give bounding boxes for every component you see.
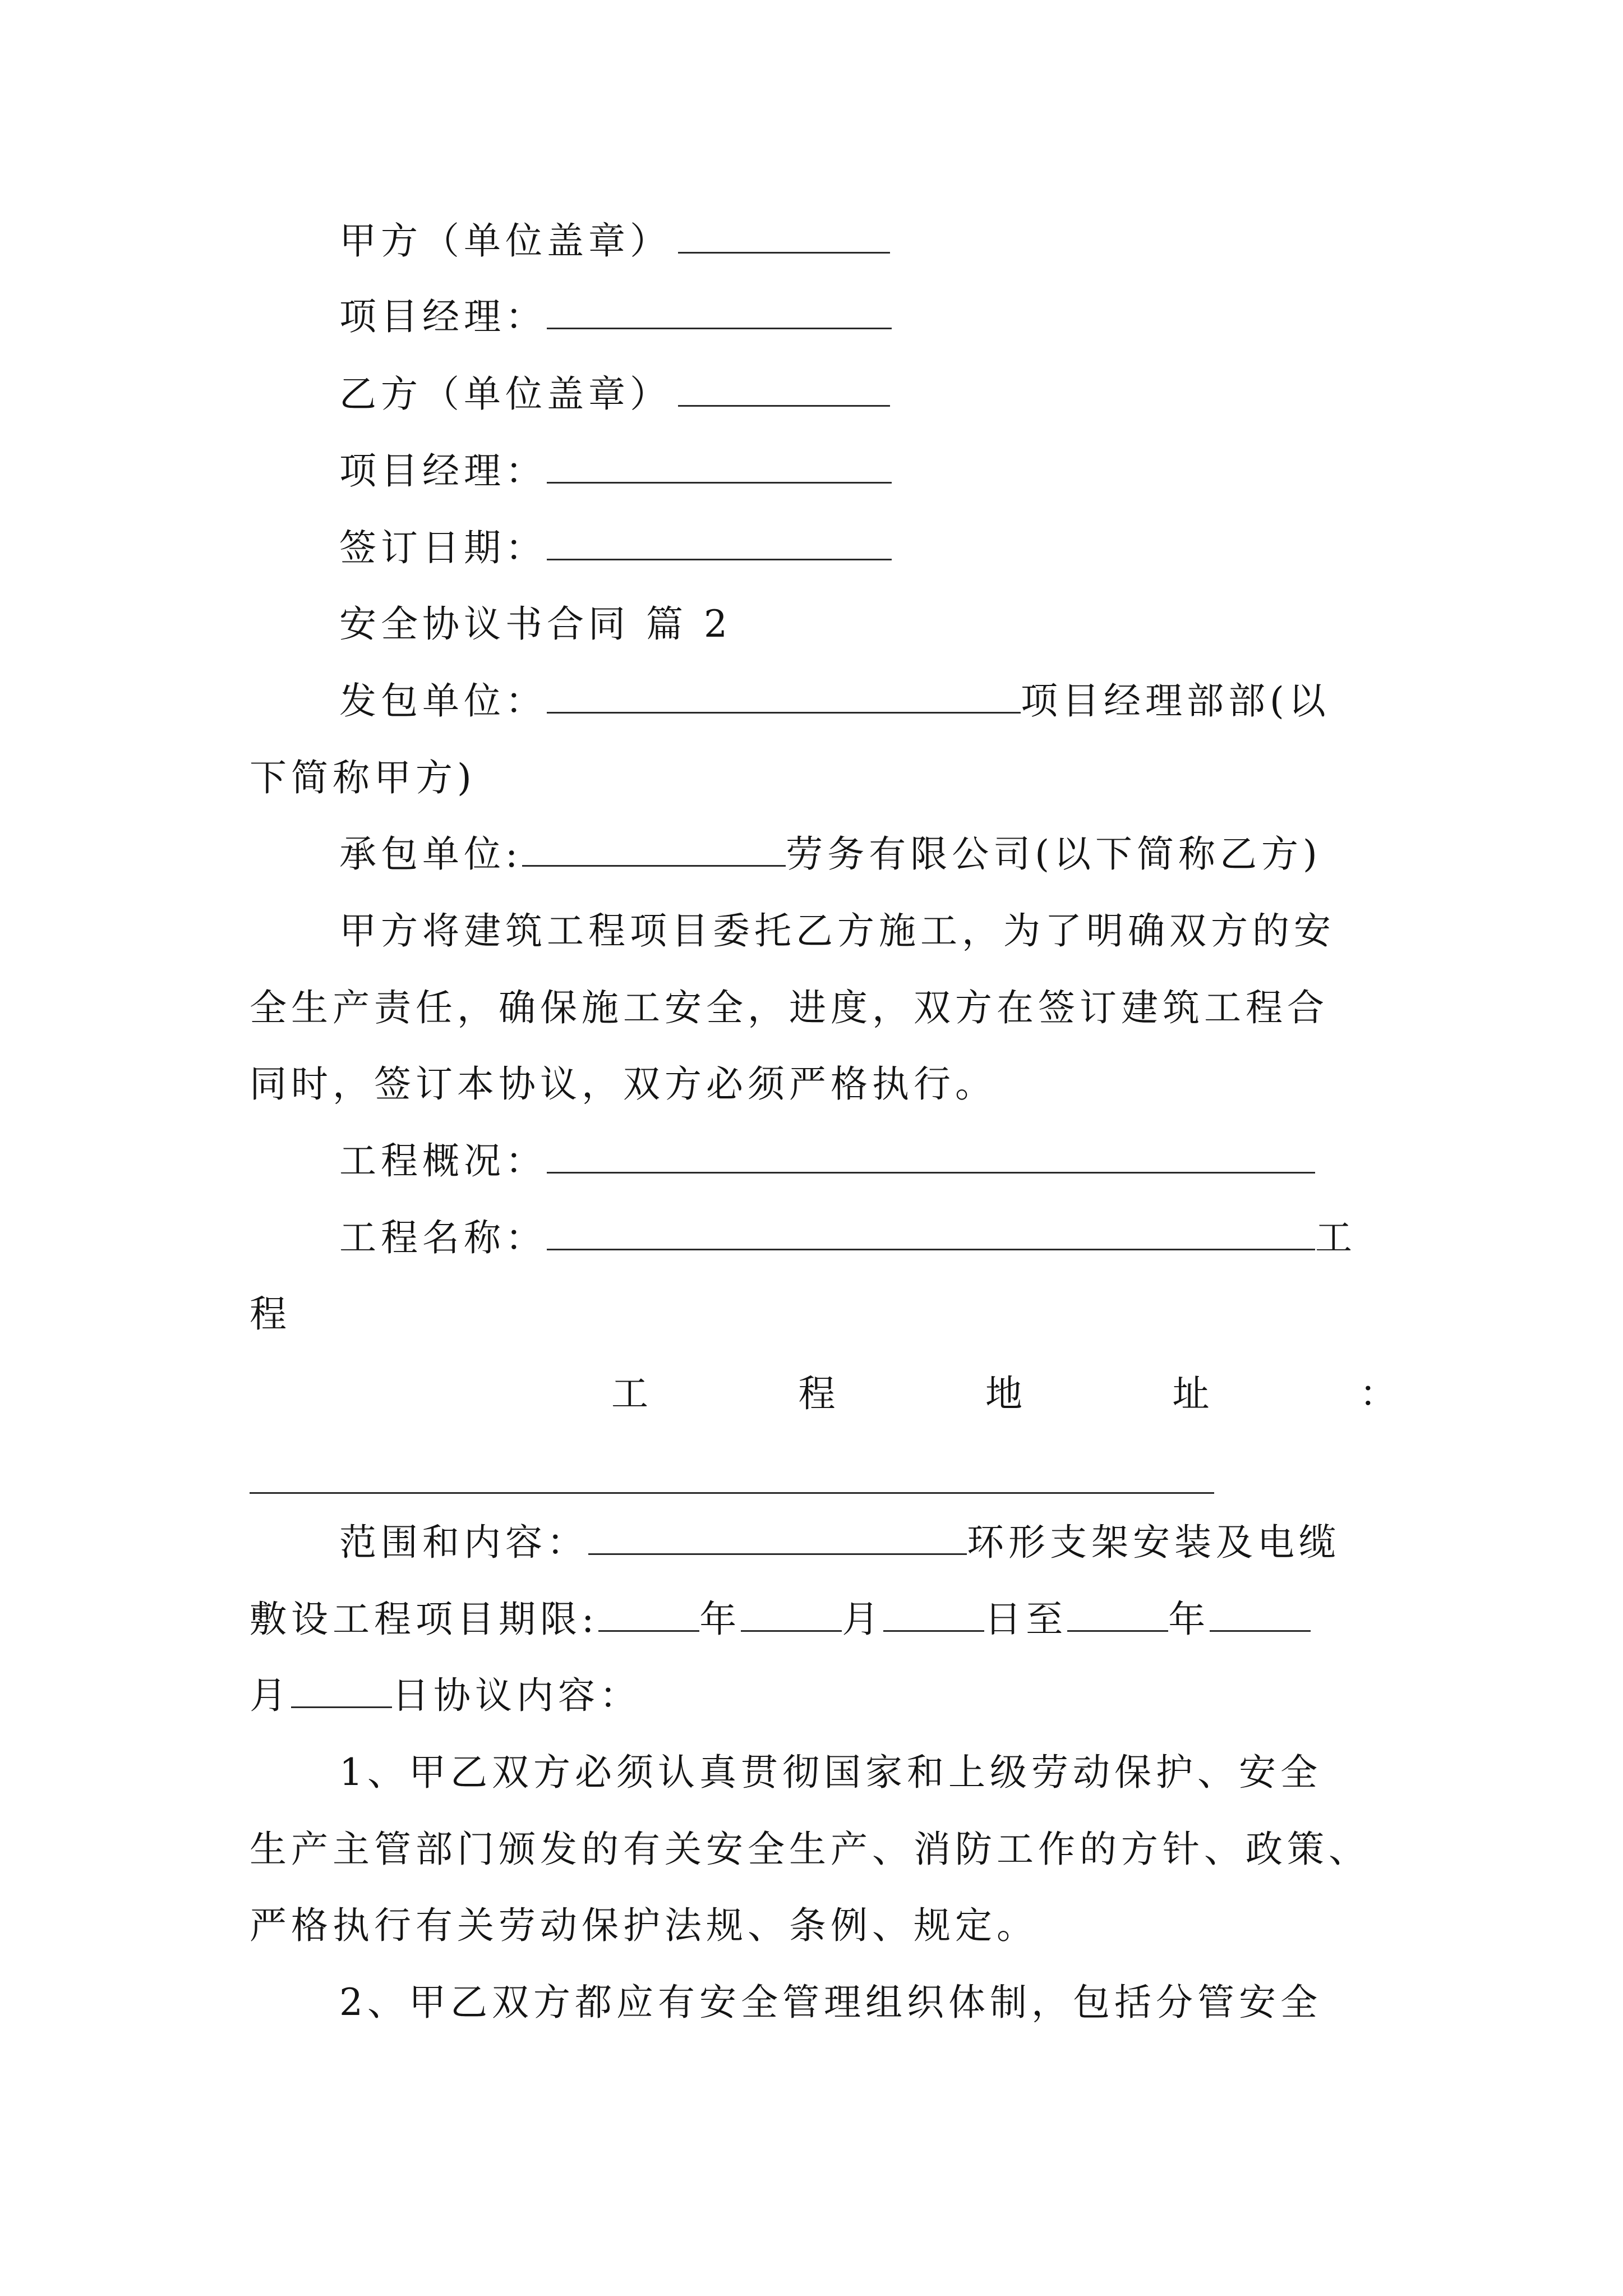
contractor-cont: 下简称甲方) bbox=[250, 756, 476, 799]
end-year-blank bbox=[1067, 1595, 1168, 1632]
overview-line bbox=[339, 1136, 1315, 1186]
period-line bbox=[250, 1594, 1311, 1645]
subcontractor-suffix: 劳务有限公司(以下简称乙方) bbox=[786, 832, 1322, 876]
subcontractor-line bbox=[339, 829, 1322, 880]
scope-line bbox=[339, 1517, 1340, 1568]
project-name-blank bbox=[547, 1214, 1315, 1250]
address-blank bbox=[250, 1492, 1214, 1494]
party-b-seal-line bbox=[339, 369, 890, 420]
manager-b-blank bbox=[547, 447, 892, 484]
clause-1-line-1: 1、甲乙双方必须认真贯彻国家和上级劳动保护、安全 bbox=[339, 1751, 1322, 1794]
scope-label: 范围和内容： bbox=[339, 1521, 588, 1564]
start-year-blank bbox=[598, 1595, 699, 1632]
clause-1-line-3: 严格执行有关劳动保护法规、条例、规定。 bbox=[250, 1904, 1038, 1947]
period-line-cont bbox=[250, 1671, 641, 1721]
manager-b-label: 项目经理： bbox=[339, 449, 547, 493]
address-char-4: 址 bbox=[1172, 1372, 1210, 1415]
start-month-label: 月 bbox=[842, 1598, 884, 1641]
manager-a-line bbox=[339, 292, 892, 342]
address-char-3: 地 bbox=[985, 1372, 1022, 1415]
sign-date-blank bbox=[547, 524, 892, 560]
end-day-blank bbox=[291, 1672, 392, 1708]
project-name-label: 工程名称： bbox=[339, 1216, 547, 1259]
party-a-seal-line bbox=[339, 216, 890, 266]
scope-suffix: 环形支架安装及电缆 bbox=[967, 1521, 1340, 1564]
party-a-label: 甲方（单位盖章） bbox=[339, 219, 671, 263]
address-line bbox=[611, 1369, 1396, 1419]
project-name-line bbox=[339, 1213, 1357, 1263]
start-month-blank bbox=[741, 1595, 842, 1632]
end-month-label: 月 bbox=[250, 1674, 291, 1717]
start-year-label: 年 bbox=[699, 1598, 741, 1641]
clause-2-line-1: 2、甲乙双方都应有安全管理组织体制，包括分管安全 bbox=[339, 1981, 1322, 2024]
address-char-5: ： bbox=[1359, 1372, 1396, 1415]
day-content-label: 日协议内容： bbox=[392, 1674, 641, 1717]
project-name-cont: 程 bbox=[250, 1292, 291, 1336]
scope-blank bbox=[588, 1519, 967, 1555]
intro-line-3: 同时，签订本协议，双方必须严格执行。 bbox=[250, 1062, 997, 1106]
address-char-1: 工 bbox=[611, 1372, 648, 1415]
manager-b-line bbox=[339, 446, 892, 496]
overview-label: 工程概况： bbox=[339, 1139, 547, 1182]
section-title: 安全协议书合同 篇 2 bbox=[339, 602, 732, 646]
subcontractor-label: 承包单位: bbox=[339, 832, 523, 876]
subcontractor-blank bbox=[522, 830, 786, 867]
overview-blank bbox=[547, 1137, 1315, 1174]
day-to-label: 日至 bbox=[984, 1598, 1068, 1641]
manager-a-blank bbox=[547, 293, 892, 329]
end-year-label: 年 bbox=[1168, 1598, 1210, 1641]
contractor-label: 发包单位： bbox=[339, 679, 547, 723]
clause-1-line-2: 生产主管部门颁发的有关安全生产、消防工作的方针、政策、 bbox=[250, 1828, 1370, 1871]
contractor-line bbox=[339, 676, 1330, 726]
project-name-suffix: 工 bbox=[1315, 1216, 1357, 1259]
party-b-blank bbox=[678, 370, 890, 407]
end-month-blank bbox=[1210, 1595, 1311, 1632]
manager-a-label: 项目经理： bbox=[339, 295, 547, 338]
sign-date-line bbox=[339, 523, 892, 573]
start-day-blank bbox=[883, 1595, 984, 1632]
address-char-2: 程 bbox=[798, 1372, 836, 1415]
intro-line-1: 甲方将建筑工程项目委托乙方施工，为了明确双方的安 bbox=[339, 909, 1335, 953]
party-b-label: 乙方（单位盖章） bbox=[339, 372, 671, 416]
period-label: 敷设工程项目期限: bbox=[250, 1598, 599, 1641]
contractor-suffix: 项目经理部部(以 bbox=[1021, 679, 1330, 723]
party-a-blank bbox=[678, 217, 890, 254]
sign-date-label: 签订日期： bbox=[339, 526, 547, 569]
contractor-blank bbox=[547, 677, 1021, 714]
intro-line-2: 全生产责任，确保施工安全，进度，双方在签订建筑工程合 bbox=[250, 986, 1329, 1029]
